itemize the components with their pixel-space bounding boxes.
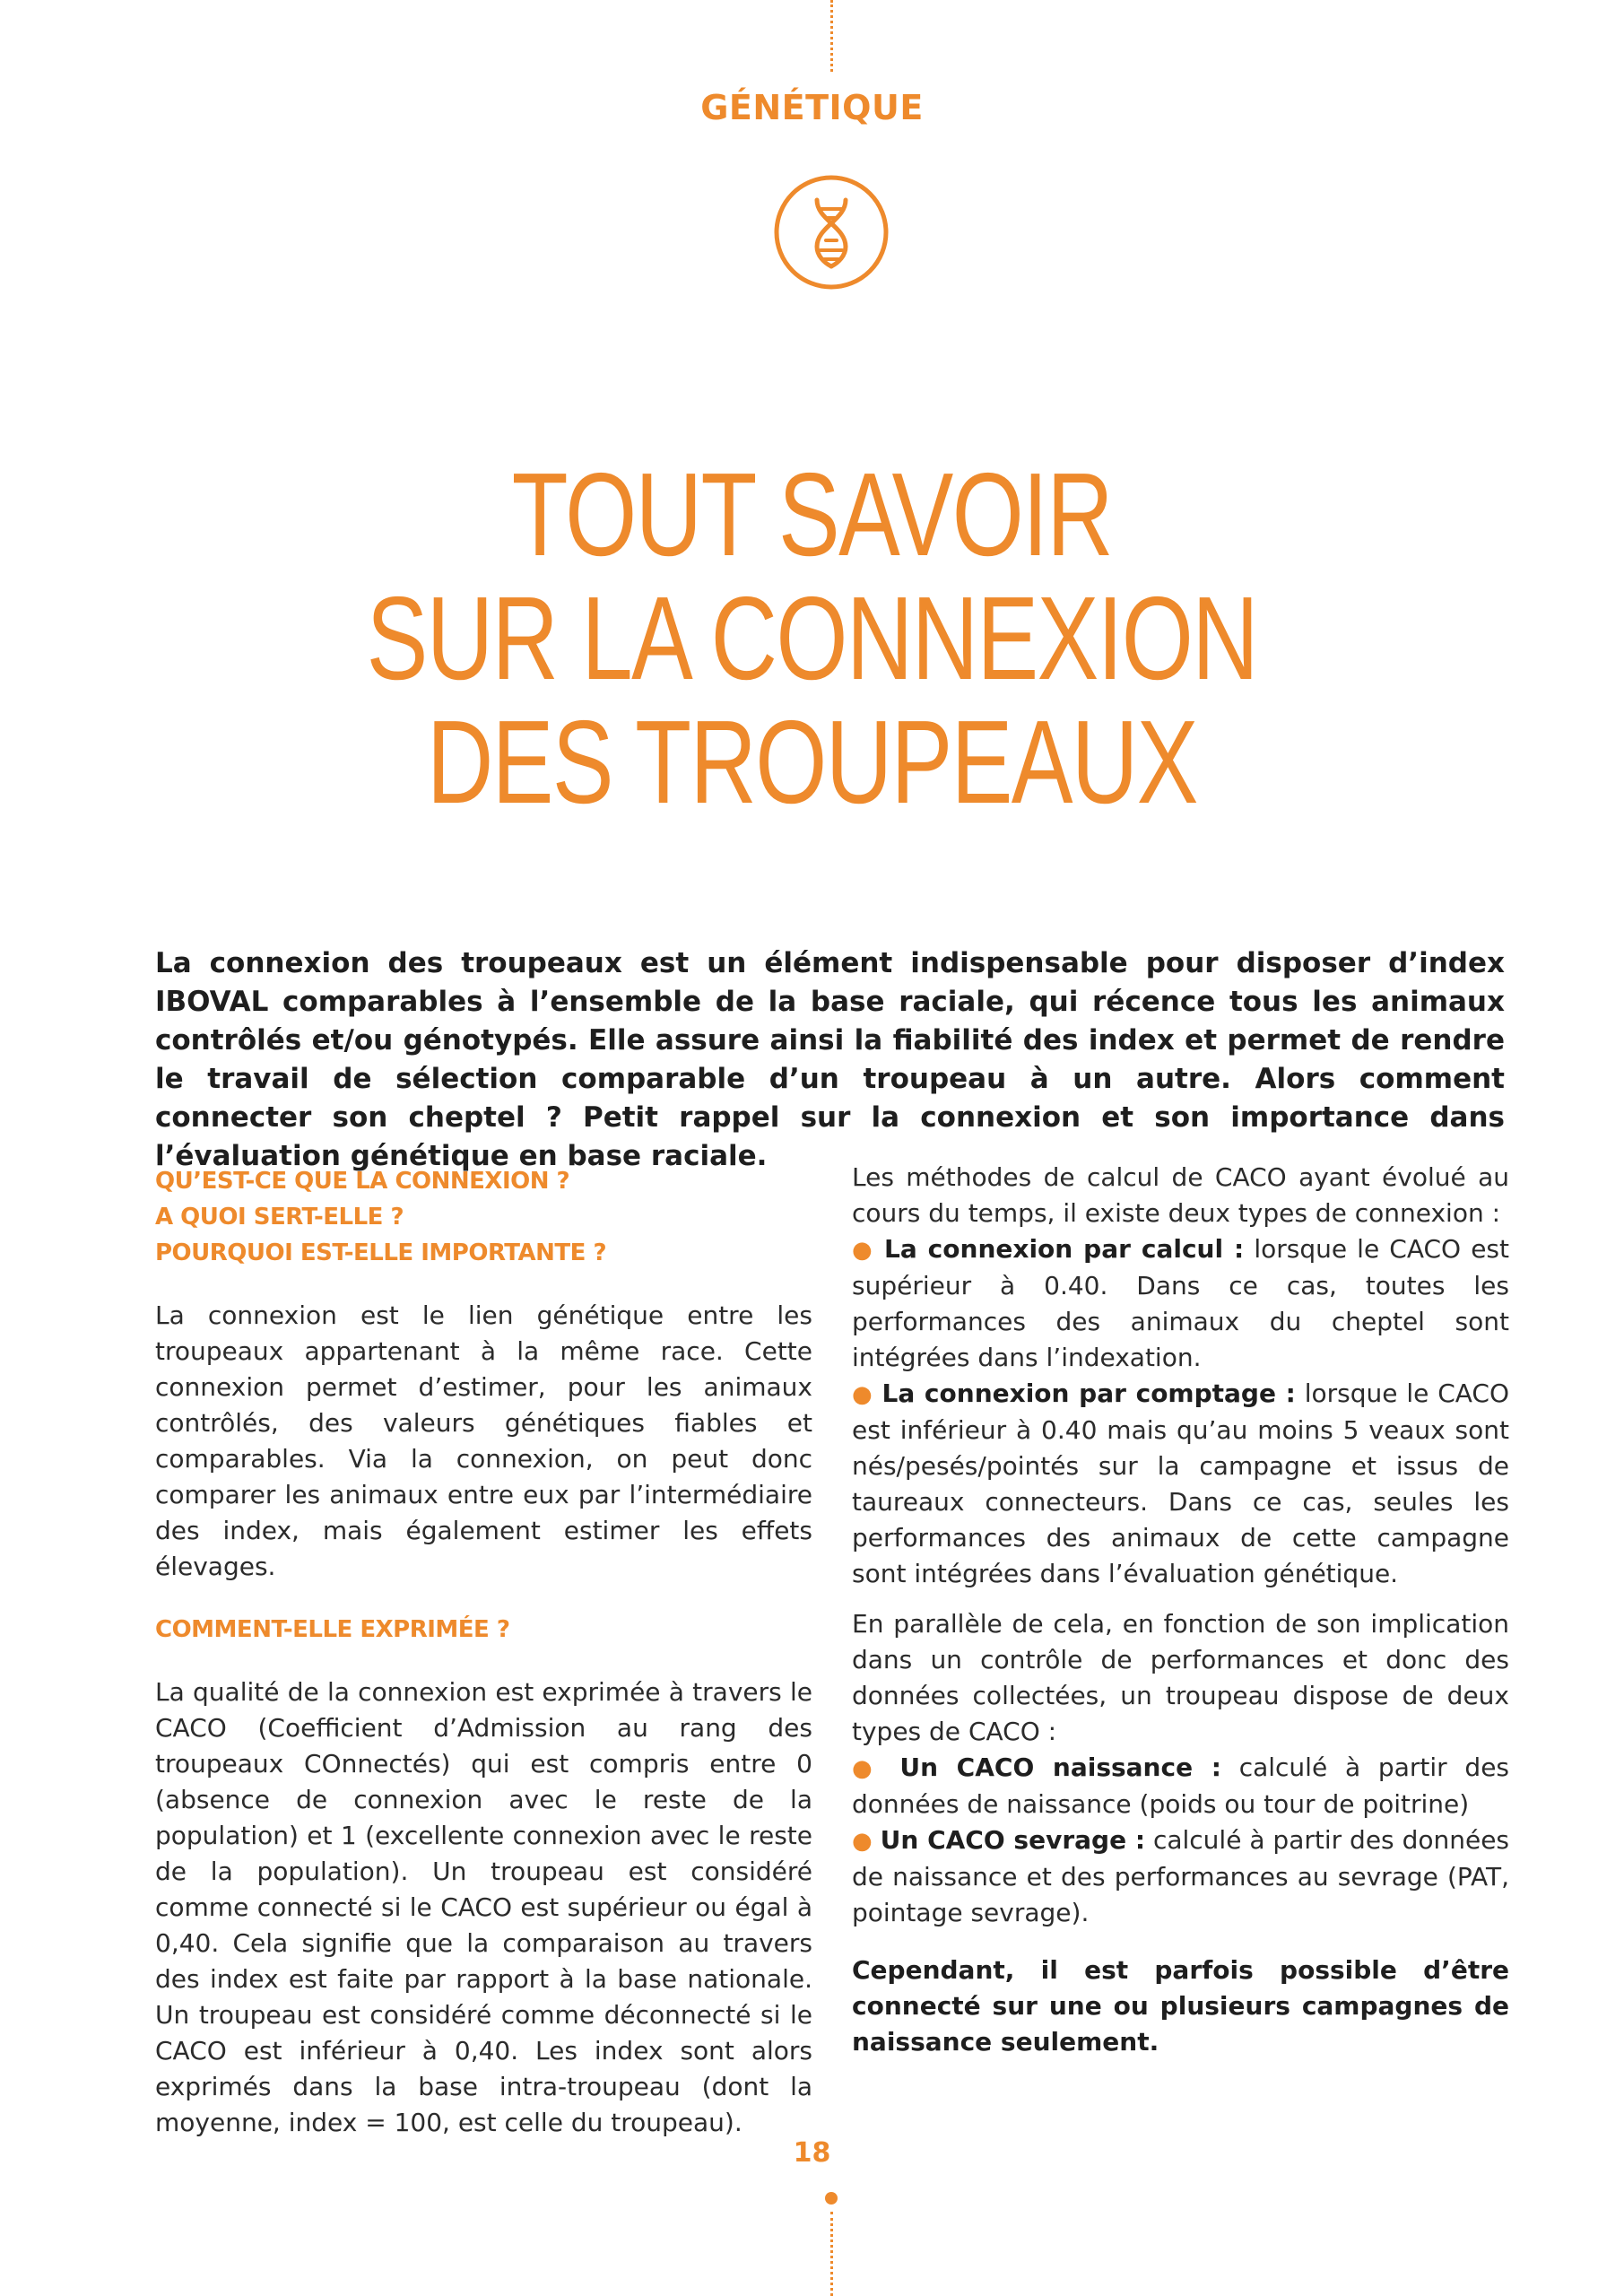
heading-line-3: POURQUOI EST-ELLE IMPORTANTE ?: [155, 1239, 607, 1266]
heading-what-is-connection: [155, 1163, 812, 1271]
bullet-dot-icon: ●: [852, 1237, 874, 1264]
bullet-text: lorsque le CACO est inférieur à 0.40 mais qu’au moins 5 veaux sont nés/pesés/pointés sur la campagne et issus de taureaux connecteurs. Dans ce cas, seules les performances des animaux de cette campagne sont intégrées dans l’évaluation génétique.: [852, 1378, 1510, 1588]
paragraph-caco-types: En parallèle de cela, en fonction de son implication dans un contrôle de performances et donc des données collectées, un troupeau dispose de deux types de CACO :: [852, 1609, 1509, 1746]
bullet-label: La connexion par comptage :: [881, 1378, 1296, 1408]
bullet-item: [852, 1822, 1509, 1931]
paragraph-definition: La connexion est le lien génétique entre les troupeaux appartenant à la même race. Cette connexion permet d’estimer, pour les animaux contrôlés, des valeurs génétiques fiables et comparables. Via la connexion, on peut donc comparer les animaux entre eux par l’intermédiaire des index, mais également estimer les effets élevages.: [155, 1300, 812, 1581]
bullet-item: [852, 1231, 1509, 1376]
bullet-text: calculé à partir des données de naissance (poids ou tour de poitrine): [852, 1752, 1510, 1819]
right-column: [852, 1160, 1509, 2060]
bullet-item: [852, 1376, 1509, 1592]
paragraph-methods: Les méthodes de calcul de CACO ayant évolué au cours du temps, il existe deux types de connexion :: [852, 1162, 1509, 1228]
title-line-2: SUR LA CONNEXION: [366, 572, 1258, 704]
heading-line-1: QU’EST-CE QUE LA CONNEXION ?: [155, 1168, 570, 1195]
section-label: GÉNÉTIQUE: [700, 88, 924, 127]
left-column: [155, 1163, 812, 2141]
heading-line-2: A QUOI SERT-ELLE ?: [155, 1204, 404, 1231]
bottom-dotted-line: [830, 2212, 833, 2296]
heading-how-expressed: COMMENT-ELLE EXPRIMÉE ?: [155, 1616, 510, 1643]
bullet-label: Un CACO sevrage :: [880, 1825, 1146, 1855]
paragraph-caco: La qualité de la connexion est exprimée à travers le CACO (Coefficient d’Admission au rang des troupeaux COnnectés) qui est compris entre 0 (absence de connexion avec le reste de la population) et 1 (excellente connexion avec le reste de la population). Un troupeau est considéré comme connecté si le CACO est supérieur ou égal à 0,40. Cela signifie que la comparaison au travers des index est faite par rapport à la base nationale. Un troupeau est considéré comme déconnecté si le CACO est inférieur à 0,40. Les index sont alors exprimés dans la base intra-troupeau (dont la moyenne, index = 100, est celle du troupeau).: [155, 1677, 812, 2137]
dna-icon: [772, 173, 890, 291]
page-title: [178, 448, 1446, 828]
intro-paragraph: La connexion des troupeaux est un élément indispensable pour disposer d’index IBOVAL comparables à l’ensemble de la base raciale, qui récence tous les animaux contrôlés et/ou génotypés. Elle assure ainsi la fiabilité des index et permet de rendre le travail de sélection comparable d’un troupeau à un autre. Alors comment connecter son cheptel ? Petit rappel sur la connexion et son importance dans l’évaluation génétique en base raciale.: [155, 947, 1505, 1172]
bullet-label: Un CACO naissance :: [899, 1752, 1221, 1782]
title-line-3: DES TROUPEAUX: [426, 696, 1197, 828]
bullet-dot-icon: ●: [852, 1755, 882, 1782]
top-dotted-line: [830, 0, 833, 72]
bullet-text: calculé à partir des données de naissance et des performances au sevrage (PAT, pointage sevrage).: [852, 1825, 1510, 1927]
bottom-dot: [825, 2192, 838, 2205]
bullet-dot-icon: ●: [852, 1828, 873, 1855]
bullet-dot-icon: ●: [852, 1381, 873, 1408]
title-line-1: TOUT SAVOIR: [511, 448, 1113, 580]
bullet-item: [852, 1750, 1509, 1822]
page-number: 18: [793, 2137, 831, 2169]
bullet-label: La connexion par calcul :: [884, 1234, 1245, 1264]
bullet-text: lorsque le CACO est supérieur à 0.40. Dans ce cas, toutes les performances des animaux du cheptel sont intégrées dans l’indexation.: [852, 1234, 1509, 1372]
closing-paragraph: Cependant, il est parfois possible d’être connecté sur une ou plusieurs campagnes de naissance seulement.: [852, 1955, 1509, 2057]
